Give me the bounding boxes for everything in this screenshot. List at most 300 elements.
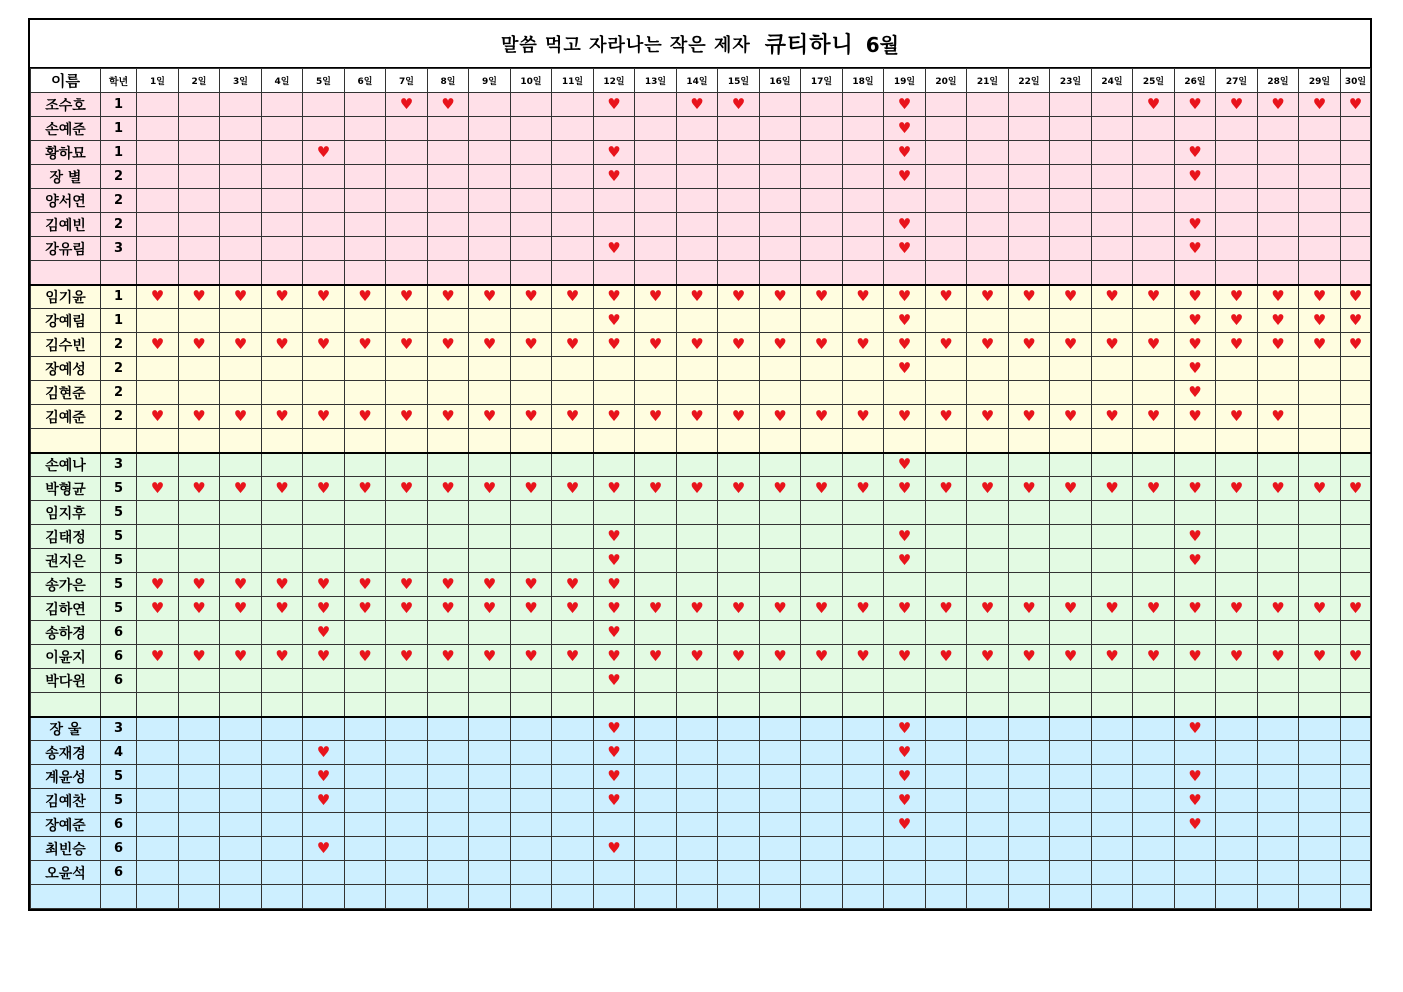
day-cell xyxy=(262,117,303,141)
heart-icon: ♥ xyxy=(594,549,635,573)
day-cell xyxy=(1092,357,1133,381)
student-row xyxy=(31,165,1371,189)
day-cell xyxy=(511,261,552,285)
header-day: 13일 xyxy=(635,69,677,93)
heart-icon: ♥ xyxy=(428,477,469,501)
day-cell xyxy=(718,525,760,549)
heart-icon: ♥ xyxy=(1175,477,1216,501)
day-cell xyxy=(511,765,552,789)
day-cell xyxy=(801,813,843,837)
student-name: 권지은 xyxy=(31,549,101,573)
heart-icon: ♥ xyxy=(1175,309,1216,333)
student-row xyxy=(31,717,1371,741)
day-cell xyxy=(1009,93,1050,117)
heart-icon: ♥ xyxy=(386,285,428,309)
heart-icon: ♥ xyxy=(1175,285,1216,309)
day-cell xyxy=(635,357,677,381)
day-cell xyxy=(843,837,884,861)
heart-icon: ♥ xyxy=(1092,645,1133,669)
day-cell xyxy=(594,861,635,885)
day-cell xyxy=(262,885,303,909)
day-cell xyxy=(843,213,884,237)
day-cell xyxy=(1009,453,1050,477)
heart-icon: ♥ xyxy=(262,285,303,309)
heart-icon: ♥ xyxy=(345,597,386,621)
student-name: 송재경 xyxy=(31,741,101,765)
day-cell xyxy=(428,117,469,141)
day-cell xyxy=(469,309,511,333)
day-cell xyxy=(677,525,718,549)
day-cell xyxy=(262,213,303,237)
day-cell xyxy=(303,717,345,741)
day-cell xyxy=(137,189,179,213)
day-cell xyxy=(179,453,220,477)
day-cell xyxy=(303,357,345,381)
heart-icon: ♥ xyxy=(1050,477,1092,501)
day-cell xyxy=(1009,765,1050,789)
header-day: 16일 xyxy=(760,69,801,93)
student-grade: 4 xyxy=(101,741,137,765)
day-cell xyxy=(511,93,552,117)
heart-icon: ♥ xyxy=(594,669,635,693)
day-cell xyxy=(1216,789,1258,813)
heart-icon: ♥ xyxy=(1341,477,1371,501)
student-grade: 6 xyxy=(101,861,137,885)
day-cell xyxy=(760,573,801,597)
student-grade: 2 xyxy=(101,357,137,381)
day-cell xyxy=(1299,549,1341,573)
day-cell xyxy=(552,237,594,261)
day-cell xyxy=(137,261,179,285)
day-cell xyxy=(1175,621,1216,645)
day-cell xyxy=(220,501,262,525)
day-cell xyxy=(303,189,345,213)
student-row xyxy=(31,237,1371,261)
heart-icon: ♥ xyxy=(843,285,884,309)
heart-icon: ♥ xyxy=(220,645,262,669)
day-cell xyxy=(843,165,884,189)
student-grade: 2 xyxy=(101,213,137,237)
day-cell xyxy=(1341,189,1371,213)
student-grade: 3 xyxy=(101,717,137,741)
day-cell xyxy=(303,885,345,909)
day-cell xyxy=(843,381,884,405)
heart-icon: ♥ xyxy=(511,405,552,429)
heart-icon: ♥ xyxy=(1216,405,1258,429)
day-cell xyxy=(137,717,179,741)
day-cell xyxy=(1092,141,1133,165)
day-cell xyxy=(386,429,428,453)
day-cell xyxy=(926,549,967,573)
day-cell xyxy=(511,189,552,213)
day-cell xyxy=(469,813,511,837)
heart-icon: ♥ xyxy=(677,645,718,669)
day-cell xyxy=(1299,501,1341,525)
day-cell xyxy=(552,213,594,237)
header-day: 4일 xyxy=(262,69,303,93)
table-body xyxy=(31,93,1371,909)
day-cell xyxy=(1341,621,1371,645)
day-cell xyxy=(677,693,718,717)
day-cell xyxy=(552,837,594,861)
day-cell xyxy=(1299,525,1341,549)
student-name xyxy=(31,429,101,453)
heart-icon: ♥ xyxy=(884,549,926,573)
day-cell xyxy=(1216,765,1258,789)
day-cell xyxy=(1341,213,1371,237)
day-cell xyxy=(345,501,386,525)
day-cell xyxy=(884,861,926,885)
day-cell xyxy=(1175,861,1216,885)
day-cell xyxy=(179,189,220,213)
day-cell xyxy=(1299,717,1341,741)
heart-icon: ♥ xyxy=(1133,597,1175,621)
day-cell xyxy=(179,381,220,405)
heart-icon: ♥ xyxy=(594,645,635,669)
heart-icon: ♥ xyxy=(386,573,428,597)
heart-icon: ♥ xyxy=(1258,333,1299,357)
title-month: 6월 xyxy=(865,33,899,57)
heart-icon: ♥ xyxy=(718,645,760,669)
day-cell xyxy=(1216,261,1258,285)
day-cell xyxy=(926,765,967,789)
day-cell xyxy=(677,261,718,285)
heart-icon: ♥ xyxy=(1092,405,1133,429)
day-cell xyxy=(1050,765,1092,789)
day-cell xyxy=(760,117,801,141)
heart-icon: ♥ xyxy=(303,741,345,765)
student-grade: 6 xyxy=(101,645,137,669)
day-cell xyxy=(428,261,469,285)
day-cell xyxy=(1175,117,1216,141)
heart-icon: ♥ xyxy=(801,477,843,501)
day-cell xyxy=(635,861,677,885)
day-cell xyxy=(760,501,801,525)
day-cell xyxy=(926,621,967,645)
day-cell xyxy=(1175,693,1216,717)
student-grade: 6 xyxy=(101,621,137,645)
heart-icon: ♥ xyxy=(677,477,718,501)
day-cell xyxy=(1216,861,1258,885)
day-cell xyxy=(179,549,220,573)
day-cell xyxy=(262,669,303,693)
day-cell xyxy=(469,453,511,477)
day-cell xyxy=(428,669,469,693)
day-cell xyxy=(718,453,760,477)
day-cell xyxy=(967,549,1009,573)
day-cell xyxy=(884,837,926,861)
day-cell xyxy=(428,837,469,861)
day-cell xyxy=(967,765,1009,789)
day-cell xyxy=(511,813,552,837)
header-day: 30일 xyxy=(1341,69,1371,93)
day-cell xyxy=(1299,693,1341,717)
day-cell xyxy=(1009,861,1050,885)
day-cell xyxy=(220,525,262,549)
heart-icon: ♥ xyxy=(1258,93,1299,117)
day-cell xyxy=(677,621,718,645)
heart-icon: ♥ xyxy=(843,645,884,669)
day-cell xyxy=(428,213,469,237)
day-cell xyxy=(718,501,760,525)
day-cell xyxy=(386,117,428,141)
day-cell xyxy=(137,885,179,909)
day-cell xyxy=(428,141,469,165)
day-cell xyxy=(511,357,552,381)
student-name: 박다윈 xyxy=(31,669,101,693)
day-cell xyxy=(635,453,677,477)
heart-icon: ♥ xyxy=(1258,477,1299,501)
day-cell xyxy=(345,165,386,189)
day-cell xyxy=(1341,405,1371,429)
day-cell xyxy=(511,429,552,453)
day-cell xyxy=(1133,501,1175,525)
day-cell xyxy=(843,261,884,285)
day-cell xyxy=(137,429,179,453)
day-cell xyxy=(511,741,552,765)
day-cell xyxy=(594,381,635,405)
day-cell xyxy=(926,885,967,909)
heart-icon: ♥ xyxy=(1009,477,1050,501)
heart-icon: ♥ xyxy=(760,645,801,669)
day-cell xyxy=(1092,861,1133,885)
day-cell xyxy=(1216,837,1258,861)
heart-icon: ♥ xyxy=(137,573,179,597)
day-cell xyxy=(1299,765,1341,789)
day-cell xyxy=(220,693,262,717)
day-cell xyxy=(469,765,511,789)
day-cell xyxy=(843,621,884,645)
heart-icon: ♥ xyxy=(137,597,179,621)
day-cell xyxy=(967,165,1009,189)
day-cell xyxy=(1341,669,1371,693)
heart-icon: ♥ xyxy=(511,597,552,621)
day-cell xyxy=(1216,693,1258,717)
day-cell xyxy=(1092,189,1133,213)
heart-icon: ♥ xyxy=(801,597,843,621)
day-cell xyxy=(1175,261,1216,285)
heart-icon: ♥ xyxy=(718,93,760,117)
day-cell xyxy=(1009,693,1050,717)
heart-icon: ♥ xyxy=(1050,405,1092,429)
heart-icon: ♥ xyxy=(884,141,926,165)
day-cell xyxy=(1050,261,1092,285)
day-cell xyxy=(1092,573,1133,597)
day-cell xyxy=(1092,549,1133,573)
heart-icon: ♥ xyxy=(552,285,594,309)
day-cell xyxy=(179,429,220,453)
heart-icon: ♥ xyxy=(677,405,718,429)
day-cell xyxy=(1341,813,1371,837)
day-cell xyxy=(843,429,884,453)
day-cell xyxy=(760,837,801,861)
day-cell xyxy=(386,717,428,741)
day-cell xyxy=(1092,837,1133,861)
heart-icon: ♥ xyxy=(511,573,552,597)
day-cell xyxy=(967,501,1009,525)
heart-icon: ♥ xyxy=(469,573,511,597)
heart-icon: ♥ xyxy=(552,333,594,357)
heart-icon: ♥ xyxy=(345,333,386,357)
heart-icon: ♥ xyxy=(1175,813,1216,837)
day-cell xyxy=(677,213,718,237)
header-name: 이름 xyxy=(31,69,101,93)
student-row xyxy=(31,525,1371,549)
day-cell xyxy=(1133,309,1175,333)
student-name: 박형균 xyxy=(31,477,101,501)
heart-icon: ♥ xyxy=(511,645,552,669)
day-cell xyxy=(1216,573,1258,597)
title-emphasis: 큐티하니 xyxy=(764,33,854,58)
heart-icon: ♥ xyxy=(1216,285,1258,309)
day-cell xyxy=(262,693,303,717)
day-cell xyxy=(386,381,428,405)
heart-icon: ♥ xyxy=(1299,645,1341,669)
day-cell xyxy=(635,429,677,453)
heart-icon: ♥ xyxy=(511,285,552,309)
day-cell xyxy=(137,693,179,717)
day-cell xyxy=(137,381,179,405)
day-cell xyxy=(801,885,843,909)
heart-icon: ♥ xyxy=(1175,765,1216,789)
day-cell xyxy=(677,453,718,477)
day-cell xyxy=(801,165,843,189)
day-cell xyxy=(1050,861,1092,885)
student-row xyxy=(31,549,1371,573)
student-grade: 5 xyxy=(101,765,137,789)
day-cell xyxy=(303,165,345,189)
day-cell xyxy=(926,717,967,741)
heart-icon: ♥ xyxy=(1258,309,1299,333)
heart-icon: ♥ xyxy=(303,789,345,813)
day-cell xyxy=(801,117,843,141)
day-cell xyxy=(801,261,843,285)
day-cell xyxy=(1050,141,1092,165)
heart-icon: ♥ xyxy=(303,141,345,165)
day-cell xyxy=(1299,165,1341,189)
day-cell xyxy=(1050,813,1092,837)
day-cell xyxy=(428,309,469,333)
day-cell xyxy=(386,813,428,837)
day-cell xyxy=(1133,213,1175,237)
day-cell xyxy=(594,189,635,213)
day-cell xyxy=(677,741,718,765)
day-cell xyxy=(428,765,469,789)
day-cell xyxy=(469,621,511,645)
day-cell xyxy=(1009,669,1050,693)
day-cell xyxy=(1216,453,1258,477)
day-cell xyxy=(1050,117,1092,141)
day-cell xyxy=(1009,141,1050,165)
day-cell xyxy=(594,261,635,285)
day-cell xyxy=(386,861,428,885)
day-cell xyxy=(303,813,345,837)
heart-icon: ♥ xyxy=(801,645,843,669)
day-cell xyxy=(635,621,677,645)
day-cell xyxy=(1133,237,1175,261)
heart-icon: ♥ xyxy=(594,717,635,741)
day-cell xyxy=(1341,525,1371,549)
day-cell xyxy=(718,213,760,237)
day-cell xyxy=(718,357,760,381)
heart-icon: ♥ xyxy=(1175,141,1216,165)
day-cell xyxy=(262,621,303,645)
day-cell xyxy=(1258,357,1299,381)
student-name: 김현준 xyxy=(31,381,101,405)
day-cell xyxy=(718,381,760,405)
day-cell xyxy=(1133,117,1175,141)
day-cell xyxy=(1216,885,1258,909)
day-cell xyxy=(1092,765,1133,789)
heart-icon: ♥ xyxy=(552,405,594,429)
day-cell xyxy=(1341,765,1371,789)
student-row xyxy=(31,861,1371,885)
header-grade: 학년 xyxy=(101,69,137,93)
blank-row xyxy=(31,261,1371,285)
day-cell xyxy=(843,717,884,741)
day-cell xyxy=(884,189,926,213)
day-cell xyxy=(1050,621,1092,645)
day-cell xyxy=(1009,621,1050,645)
day-cell xyxy=(718,141,760,165)
day-cell xyxy=(511,237,552,261)
heart-icon: ♥ xyxy=(428,93,469,117)
day-cell xyxy=(137,789,179,813)
day-cell xyxy=(220,861,262,885)
day-cell xyxy=(967,693,1009,717)
day-cell xyxy=(718,741,760,765)
student-row xyxy=(31,381,1371,405)
day-cell xyxy=(1009,549,1050,573)
day-cell xyxy=(718,861,760,885)
student-grade: 6 xyxy=(101,837,137,861)
day-cell xyxy=(1092,741,1133,765)
day-cell xyxy=(635,261,677,285)
day-cell xyxy=(262,717,303,741)
day-cell xyxy=(1009,357,1050,381)
heart-icon: ♥ xyxy=(262,405,303,429)
heart-icon: ♥ xyxy=(1133,405,1175,429)
day-cell xyxy=(552,861,594,885)
day-cell xyxy=(926,213,967,237)
day-cell xyxy=(1133,261,1175,285)
day-cell xyxy=(511,309,552,333)
student-grade: 3 xyxy=(101,237,137,261)
heart-icon: ♥ xyxy=(594,573,635,597)
student-name: 조수호 xyxy=(31,93,101,117)
day-cell xyxy=(469,717,511,741)
header-day: 3일 xyxy=(220,69,262,93)
day-cell xyxy=(594,813,635,837)
day-cell xyxy=(552,309,594,333)
day-cell xyxy=(1258,213,1299,237)
student-row xyxy=(31,453,1371,477)
student-row xyxy=(31,501,1371,525)
day-cell xyxy=(262,861,303,885)
day-cell xyxy=(137,501,179,525)
day-cell xyxy=(1258,549,1299,573)
day-cell xyxy=(1050,525,1092,549)
day-cell xyxy=(1133,861,1175,885)
day-cell xyxy=(1050,237,1092,261)
day-cell xyxy=(926,741,967,765)
day-cell xyxy=(926,789,967,813)
day-cell xyxy=(1009,189,1050,213)
day-cell xyxy=(1175,741,1216,765)
day-cell xyxy=(1133,837,1175,861)
day-cell xyxy=(220,141,262,165)
heart-icon: ♥ xyxy=(718,333,760,357)
